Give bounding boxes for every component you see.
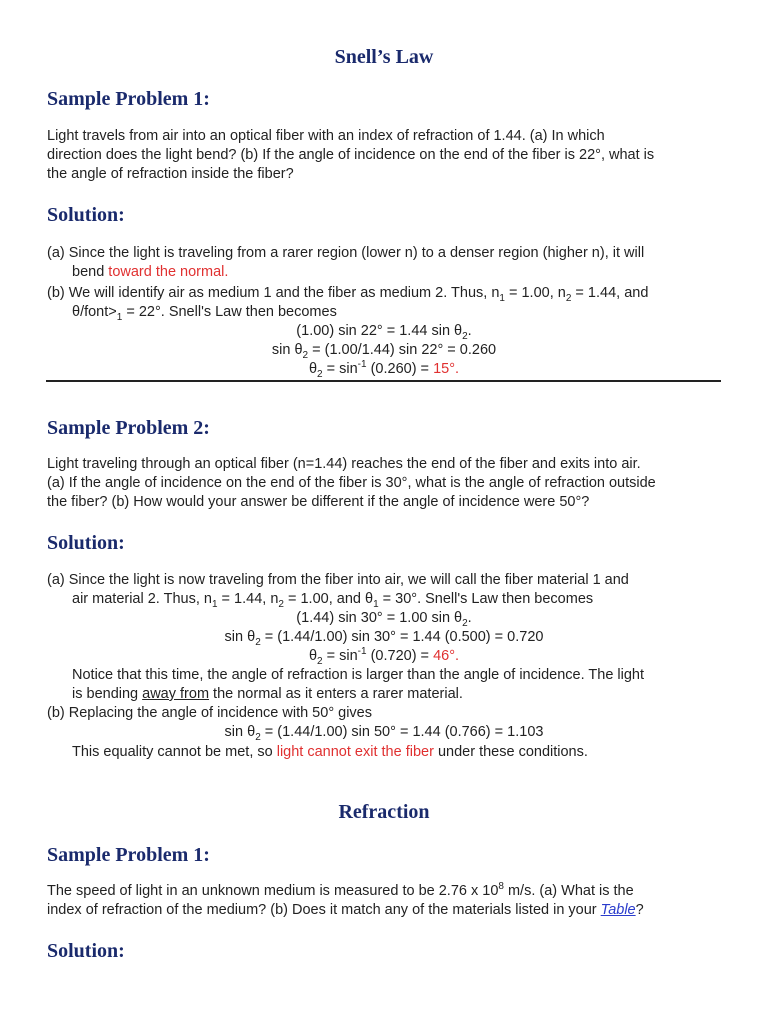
section-title-snells-law: Snell’s Law — [334, 46, 434, 68]
sample-problem-2-heading: Sample Problem 2: — [47, 417, 210, 439]
section-title-refraction: Refraction — [338, 801, 430, 823]
equation-4: (1.44) sin 30° = 1.00 $\sin \theta_2$. — [296, 610, 472, 629]
sample-problem-1-heading: Sample Problem 1: — [47, 88, 210, 110]
solution-1-a-line-2: bend toward the normal. — [72, 264, 229, 280]
answer-cannot-exit: light cannot exit the fiber — [276, 744, 434, 760]
problem-2-text-line-1: Light traveling through an optical fiber (n=1.44) reaches the end of the fiber and exits into air. — [47, 456, 641, 472]
refraction-problem-1-text-line-2: index of refraction of the medium? (b) Does it match any of the materials listed in your Table? — [47, 902, 644, 918]
solution-1-a-line-1: (a) Since the light is traveling from a rarer region (lower n) to a denser region (higher n), it will — [47, 245, 645, 261]
equation-3: $\theta_2 = \sin^{-1} (0.260) = 15^\circ$. — [308, 359, 460, 380]
refraction-problem-1-text-line-1: The speed of light in an unknown medium is measured to be 2.76 x $10^8$ m/s. (a) What is the — [47, 881, 634, 899]
equation-1: (1.00) sin 22° = 1.44 $\sin \theta_2$. — [296, 323, 472, 342]
solution-2-b-line-3: This equality cannot be met, so light cannot exit the fiber under these conditions. — [72, 744, 588, 760]
solution-1-b-line-2: $\theta/font>_1 = 22^\circ$. Snell's Law then becomes — [72, 304, 337, 323]
problem-1-text-line-2: direction does the light bend? (b) If the angle of incidence on the end of the fiber is 22°, what is — [47, 147, 655, 163]
table-link[interactable]: Table — [600, 902, 636, 918]
solution-2-a-line-1: (a) Since the light is now traveling from the fiber into air, we will call the fiber material 1 and — [47, 572, 629, 588]
problem-2-text-line-3: the fiber? (b) How would your answer be different if the angle of incidence were 50°? — [47, 494, 590, 510]
solution-2-a-line-2: air material 2. Thus, $n_1 = 1.44$, $n_2 = 1.00$, and $\theta_1 = 30^\circ$. Snell's Law then becomes — [72, 591, 594, 610]
away-from-underlined: away from — [142, 686, 210, 702]
refraction-solution-heading: Solution: — [47, 940, 125, 962]
solution-2-heading: Solution: — [47, 532, 125, 554]
equation-2: $\sin \theta_2 = (1.00/1.44)$ sin 22° = 0.260 — [271, 342, 497, 361]
problem-2-text-line-2: (a) If the angle of incidence on the end of the fiber is 30°, what is the angle of refraction outside — [47, 475, 656, 491]
equation-6: $\theta_2 = \sin^{-1} (0.720) = 46^\circ$. — [308, 646, 460, 667]
answer-15-degrees: 15°. — [433, 361, 460, 377]
problem-1-text-line-1: Light travels from air into an optical fiber with an index of refraction of 1.44. (a) In which — [47, 128, 605, 144]
solution-1-b-line-1: (b) We will identify air as medium 1 and the fiber as medium 2. Thus, $n_1 = 1.00$, $n_2 = 1.44$, and — [47, 285, 649, 304]
section-divider — [46, 380, 721, 382]
refraction-sample-problem-1-heading: Sample Problem 1: — [47, 844, 210, 866]
answer-46-degrees: 46°. — [433, 648, 460, 664]
equation-5: $\sin \theta_2 = (1.44/1.00)$ sin 30° = 1.44 (0.500) = 0.720 — [224, 629, 544, 648]
answer-toward-normal: toward the normal. — [108, 264, 229, 280]
problem-1-text-line-3: the angle of refraction inside the fiber? — [47, 166, 294, 182]
solution-2-note-line-1: Notice that this time, the angle of refraction is larger than the angle of incidence. The light — [72, 667, 645, 683]
solution-2-b-line-1: (b) Replacing the angle of incidence with 50° gives — [47, 705, 372, 721]
solution-2-note-line-2: is bending away from the normal as it enters a rarer material. — [72, 686, 463, 702]
solution-1-heading: Solution: — [47, 204, 125, 226]
equation-7: $\sin \theta_2 = (1.44/1.00)$ sin 50° = 1.44 (0.766) = 1.103 — [224, 724, 544, 743]
